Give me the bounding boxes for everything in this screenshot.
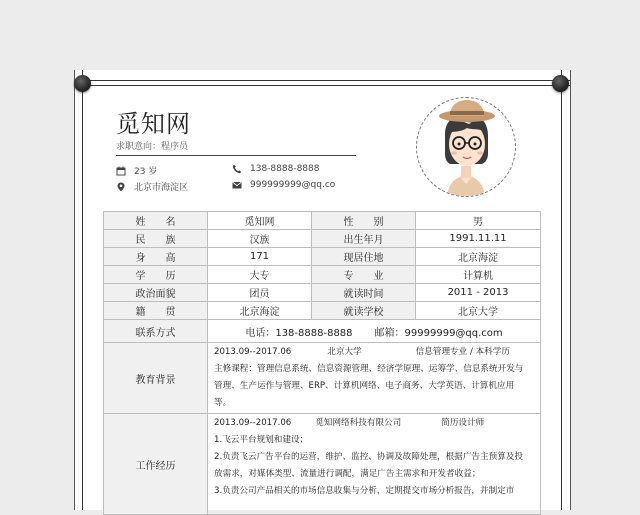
label-cell: 专 业: [312, 266, 416, 284]
value-cell: 北京海淀: [208, 302, 312, 320]
pushpin-left: [74, 75, 91, 92]
work-details: 2013.09--2017.06 觅知网络科技有限公司 简历设计师 1.飞云平台规划和建设； 2.负责飞云广告平台的运营，维护、监控、协调及故障处理，根据广告主预算及投 放需求，对媒体类型、流量进行调配，满足广告主需求和开发者收益； 3.负责公司产品相关的市场信息收集与分析，定期提交市场分析报告，并制定市: [208, 414, 541, 515]
work-label: 工作经历: [104, 414, 208, 515]
value-cell: 团员: [208, 284, 312, 302]
label-cell: 就读时间: [312, 284, 416, 302]
label-cell: 身 高: [104, 248, 208, 266]
envelope-icon: [232, 180, 242, 190]
value-cell: 171: [208, 248, 312, 266]
job-objective: 求职意向：程序员: [116, 142, 189, 152]
cartoon-portrait-icon: [417, 98, 515, 196]
education-row: [104, 343, 541, 414]
age-text: 23 岁: [134, 167, 158, 177]
pushpin-right: [552, 75, 569, 92]
phone-icon: [232, 164, 242, 174]
location-info: [116, 180, 188, 193]
value-cell: 大专: [208, 266, 312, 284]
contact-label: 联系方式: [104, 320, 208, 343]
value-cell: 北京海淀: [416, 248, 541, 266]
header-divider: [116, 155, 356, 156]
work-row: [104, 414, 541, 515]
top-border-line: [75, 80, 570, 81]
email-info: [232, 180, 335, 190]
contact-phone: 电话：138-8888-8888: [245, 327, 353, 339]
value-cell: 计算机: [416, 266, 541, 284]
value-cell: 男: [416, 212, 541, 230]
label-cell: 姓 名: [104, 212, 208, 230]
location-text: 北京市海淀区: [134, 183, 189, 193]
value-cell: 2011 - 2013: [416, 284, 541, 302]
age-info: [116, 164, 157, 177]
candidate-name: 觅知网: [116, 110, 191, 138]
label-cell: 政治面貌: [104, 284, 208, 302]
label-cell: 性 别: [312, 212, 416, 230]
right-border-line-inner: [561, 70, 562, 510]
top-border-line-inner: [75, 85, 570, 86]
value-cell: 1991.11.11: [416, 230, 541, 248]
label-cell: 出生年月: [312, 230, 416, 248]
label-cell: 就读学校: [312, 302, 416, 320]
location-pin-icon: [116, 182, 126, 192]
calendar-icon: [116, 166, 126, 176]
label-cell: 籍 贯: [104, 302, 208, 320]
label-cell: 民 族: [104, 230, 208, 248]
label-cell: 学 历: [104, 266, 208, 284]
phone-text: 138-8888-8888: [250, 164, 320, 174]
email-text: 999999999@qq.co: [250, 180, 336, 190]
table-row: [104, 302, 541, 320]
resume-table: [103, 211, 541, 515]
contact-value: [208, 320, 541, 343]
left-border-line-inner: [82, 70, 83, 510]
table-row: [104, 212, 541, 230]
education-label: 教育背景: [104, 343, 208, 414]
table-row: [104, 248, 541, 266]
table-row: [104, 284, 541, 302]
contact-row: [104, 320, 541, 343]
table-row: [104, 230, 541, 248]
table-row: [104, 266, 541, 284]
avatar: [416, 97, 516, 197]
value-cell: 汉族: [208, 230, 312, 248]
contact-email: 邮箱：99999999@qq.com: [374, 327, 503, 339]
label-cell: 现居住地: [312, 248, 416, 266]
phone-info: [232, 164, 319, 174]
value-cell: 北京大学: [416, 302, 541, 320]
value-cell: 觅知网: [208, 212, 312, 230]
education-details: 2013.09--2017.06 北京大学 信息管理专业 / 本科学历 主修课程：管理信息系统、信息资源管理、经济学原理、运筹学、信息系统开发与 管理、生产运作与管理、ERP、计算机网络、电子商务、大学英语、计算机应用 等。: [208, 343, 541, 414]
